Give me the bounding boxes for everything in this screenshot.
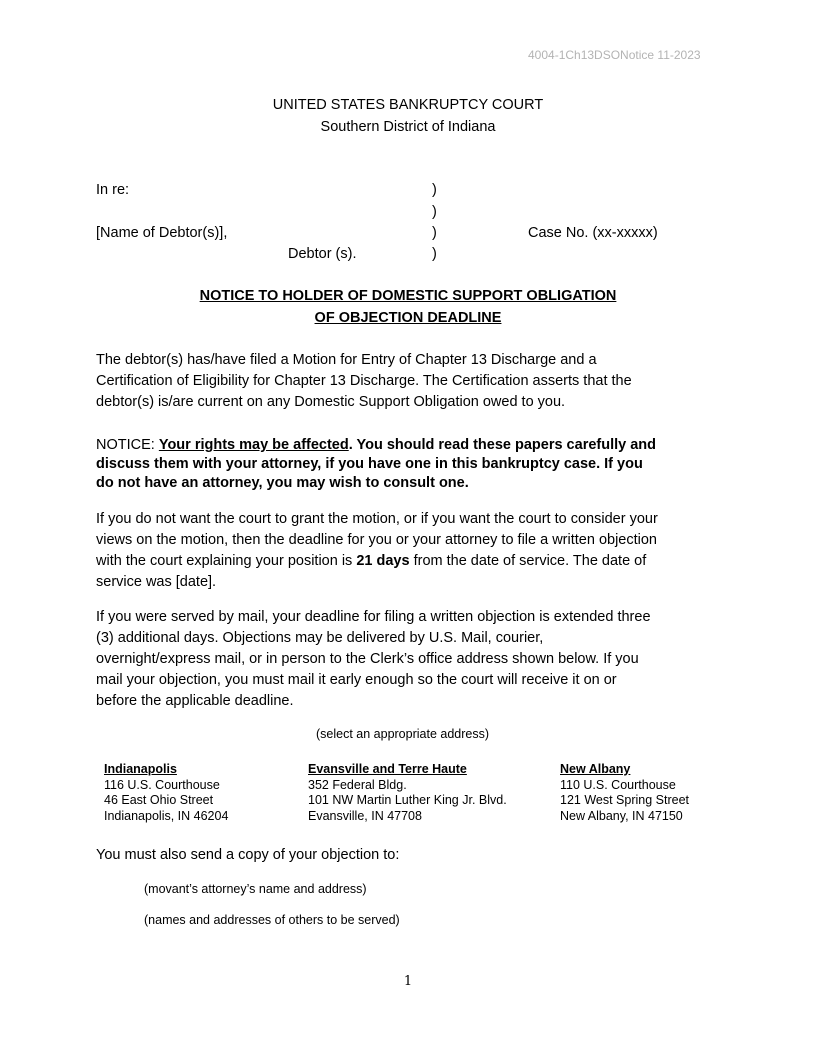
address-line: 46 East Ohio Street: [104, 793, 214, 807]
address-line: Evansville, IN 47708: [308, 808, 422, 823]
address-line: 352 Federal Bldg.: [308, 777, 407, 792]
mail-line: before the applicable deadline.: [96, 693, 294, 709]
deadline-days: 21 days: [356, 553, 410, 569]
caption-paren: ): [432, 182, 437, 198]
deadline-line: If you do not want the court to grant the motion, or if you want the court to consider your: [96, 511, 658, 527]
debtor-label: Debtor (s).: [288, 246, 357, 262]
address-block-indianapolis: [104, 762, 228, 824]
notice-line1-rest: . You should read these papers carefully and: [348, 437, 657, 453]
copy-instruction: You must also send a copy of your objection to:: [96, 847, 400, 863]
movant-attorney-placeholder: (movant’s attorney’s name and address): [144, 882, 367, 896]
debtor-name: [Name of Debtor(s)],: [96, 225, 228, 241]
address-line: 101 NW Martin Luther King Jr. Blvd.: [308, 793, 507, 807]
notice-label: NOTICE:: [96, 437, 159, 453]
case-number: Case No. (xx-xxxxx): [528, 225, 658, 241]
form-id: 4004-1Ch13DSONotice 11-2023: [528, 48, 701, 62]
notice-paragraph: [96, 436, 726, 493]
rights-warning: Your rights may be affected: [158, 437, 349, 453]
intro-line: The debtor(s) has/have filed a Motion for Entry of Chapter 13 Discharge and a: [96, 352, 597, 368]
address-heading: New Albany: [560, 762, 631, 776]
deadline-line: [96, 551, 726, 572]
address-line: 110 U.S. Courthouse: [560, 777, 676, 792]
notice-line: [96, 436, 726, 455]
notice-title-line2: OF OBJECTION DEADLINE: [314, 310, 502, 326]
caption-paren: ): [432, 225, 437, 241]
notice-line: discuss them with your attorney, if you have one in this bankruptcy case. If you: [96, 456, 643, 472]
court-district: Southern District of Indiana: [320, 119, 496, 135]
select-address-note: (select an appropriate address): [316, 727, 490, 741]
address-line: Indianapolis, IN 46204: [104, 808, 229, 823]
mail-line: overnight/express mail, or in person to the Clerk’s office address shown below. If you: [96, 651, 639, 667]
mail-line: If you were served by mail, your deadline for filing a written objection is extended three: [96, 609, 651, 625]
others-served-placeholder: (names and addresses of others to be served): [144, 913, 400, 927]
deadline-paragraph: [96, 509, 726, 593]
address-line: 121 West Spring Street: [560, 793, 690, 807]
deadline-text: from the date of service. The date of: [409, 553, 647, 569]
mail-line: (3) additional days. Objections may be delivered by U.S. Mail, courier,: [96, 630, 544, 646]
mail-line: mail your objection, you must mail it early enough so the court will receive it on or: [96, 672, 617, 688]
notice-line: do not have an attorney, you may wish to consult one.: [96, 475, 469, 491]
address-heading: Indianapolis: [104, 762, 177, 776]
deadline-text: with the court explaining your position is: [96, 553, 357, 569]
address-heading: Evansville and Terre Haute: [308, 762, 467, 776]
in-re-label: In re:: [96, 182, 130, 198]
deadline-line: service was [date].: [96, 574, 217, 590]
page-number: 1: [403, 974, 413, 989]
intro-paragraph: [96, 350, 726, 413]
deadline-line: views on the motion, then the deadline for you or your attorney to file a written objection: [96, 532, 657, 548]
caption-paren: ): [432, 246, 437, 262]
address-block-evansville: [308, 762, 507, 824]
intro-line: Certification of Eligibility for Chapter 13 Discharge. The Certification asserts that the: [96, 373, 632, 389]
address-block-new-albany: [560, 762, 689, 824]
intro-line: debtor(s) is/are current on any Domestic Support Obligation owed to you.: [96, 394, 566, 410]
address-line: 116 U.S. Courthouse: [104, 777, 220, 792]
notice-title-line1: NOTICE TO HOLDER OF DOMESTIC SUPPORT OBLIGATION: [199, 288, 617, 304]
mail-paragraph: [96, 607, 726, 712]
address-line: New Albany, IN 47150: [560, 808, 683, 823]
court-name: UNITED STATES BANKRUPTCY COURT: [272, 97, 544, 113]
caption-paren: ): [432, 204, 437, 220]
